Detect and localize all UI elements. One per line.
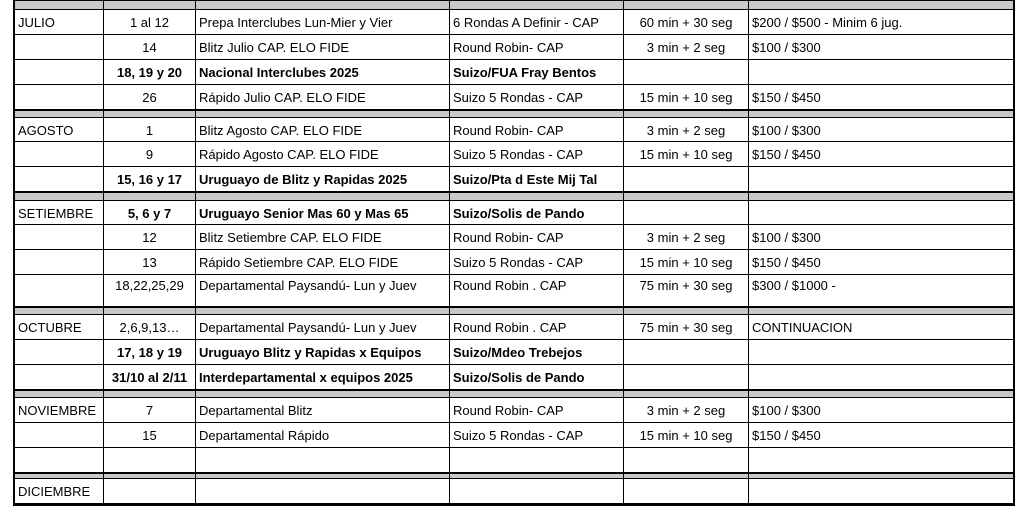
separator-cell [195, 308, 449, 314]
event-cell: Departamental Paysandú- Lun y Juev [195, 275, 449, 307]
date-cell: 18, 19 y 20 [103, 60, 195, 85]
separator-cell [449, 111, 623, 117]
time-control-cell [623, 60, 748, 85]
month-cell [13, 225, 103, 250]
prize-cell: $300 / $1000 - [748, 275, 1015, 307]
event-cell: Rápido Setiembre CAP. ELO FIDE [195, 250, 449, 275]
time-control-cell: 3 min + 2 seg [623, 225, 748, 250]
table-row [13, 118, 1015, 142]
date-cell: 17, 18 y 19 [103, 340, 195, 365]
table-row [13, 479, 1015, 504]
separator-cell [748, 193, 1015, 200]
month-cell [13, 250, 103, 275]
table-row [13, 60, 1015, 85]
format-cell [449, 448, 623, 473]
table-row [13, 398, 1015, 423]
separator-cell [103, 308, 195, 314]
table-row [13, 142, 1015, 167]
event-cell [195, 448, 449, 473]
separator-cell [195, 391, 449, 397]
time-control-cell: 3 min + 2 seg [623, 118, 748, 142]
separator-cell [623, 474, 748, 478]
table-row [13, 167, 1015, 192]
prize-cell [748, 365, 1015, 390]
table-row [13, 340, 1015, 365]
format-cell: Round Robin- CAP [449, 118, 623, 142]
date-cell: 7 [103, 398, 195, 423]
month-cell: AGOSTO [13, 118, 103, 142]
separator-cell [13, 474, 103, 478]
table-row [13, 448, 1015, 473]
date-cell: 12 [103, 225, 195, 250]
prize-cell: $100 / $300 [748, 398, 1015, 423]
event-cell: Departamental Blitz [195, 398, 449, 423]
separator-cell [748, 111, 1015, 117]
format-cell: Round Robin- CAP [449, 35, 623, 60]
time-control-cell: 75 min + 30 seg [623, 275, 748, 307]
event-cell: Uruguayo Blitz y Rapidas x Equipos [195, 340, 449, 365]
separator-cell [449, 391, 623, 397]
time-control-cell [623, 167, 748, 192]
event-cell: Uruguayo de Blitz y Rapidas 2025 [195, 167, 449, 192]
table-row [13, 423, 1015, 448]
date-cell: 2,6,9,13… [103, 315, 195, 340]
separator-cell [623, 193, 748, 200]
separator-cell [103, 111, 195, 117]
separator-cell [195, 474, 449, 478]
date-cell: 1 al 12 [103, 10, 195, 35]
format-cell: Suizo/Pta d Este Mij Tal [449, 167, 623, 192]
month-cell [13, 365, 103, 390]
format-cell: Suizo 5 Rondas - CAP [449, 250, 623, 275]
date-cell: 18,22,25,29 [103, 275, 195, 307]
separator-cell [748, 391, 1015, 397]
format-cell: Round Robin- CAP [449, 398, 623, 423]
time-control-cell: 15 min + 10 seg [623, 142, 748, 167]
time-control-cell: 3 min + 2 seg [623, 35, 748, 60]
table-row [13, 250, 1015, 275]
month-cell: SETIEMBRE [13, 201, 103, 225]
event-cell: Nacional Interclubes 2025 [195, 60, 449, 85]
date-cell: 1 [103, 118, 195, 142]
event-cell: Departamental Rápido [195, 423, 449, 448]
separator-cell [13, 391, 103, 397]
table-row [13, 10, 1015, 35]
date-cell: 5, 6 y 7 [103, 201, 195, 225]
prize-cell [748, 448, 1015, 473]
month-cell: NOVIEMBRE [13, 398, 103, 423]
time-control-cell: 60 min + 30 seg [623, 10, 748, 35]
month-cell [13, 142, 103, 167]
event-cell: Rápido Julio CAP. ELO FIDE [195, 85, 449, 110]
date-cell: 31/10 al 2/11 [103, 365, 195, 390]
separator-cell [13, 111, 103, 117]
table-row [13, 275, 1015, 307]
separator-cell [13, 308, 103, 314]
section-separator [13, 110, 1015, 118]
time-control-cell [623, 448, 748, 473]
prize-cell: $200 / $500 - Minim 6 jug. [748, 10, 1015, 35]
date-cell: 14 [103, 35, 195, 60]
separator-cell [195, 111, 449, 117]
date-cell: 15, 16 y 17 [103, 167, 195, 192]
separator-cell [195, 1, 449, 9]
time-control-cell [623, 365, 748, 390]
format-cell: Suizo/Solis de Pando [449, 365, 623, 390]
month-cell [13, 60, 103, 85]
table-row [13, 35, 1015, 60]
format-cell: Suizo 5 Rondas - CAP [449, 423, 623, 448]
format-cell: Round Robin . CAP [449, 315, 623, 340]
separator-cell [623, 308, 748, 314]
section-separator [13, 192, 1015, 201]
event-cell: Departamental Paysandú- Lun y Juev [195, 315, 449, 340]
time-control-cell: 75 min + 30 seg [623, 315, 748, 340]
separator-cell [748, 308, 1015, 314]
separator-cell [13, 193, 103, 200]
separator-cell [748, 1, 1015, 9]
month-cell [13, 340, 103, 365]
table-bottom-border [13, 504, 1015, 506]
table-row [13, 85, 1015, 110]
format-cell: Suizo 5 Rondas - CAP [449, 142, 623, 167]
format-cell: Suizo/FUA Fray Bentos [449, 60, 623, 85]
date-cell: 26 [103, 85, 195, 110]
table-row [13, 201, 1015, 225]
month-cell [13, 85, 103, 110]
prize-cell [748, 60, 1015, 85]
prize-cell: $150 / $450 [748, 142, 1015, 167]
date-cell: 9 [103, 142, 195, 167]
prize-cell: $150 / $450 [748, 250, 1015, 275]
format-cell: Suizo 5 Rondas - CAP [449, 85, 623, 110]
format-cell: Round Robin- CAP [449, 225, 623, 250]
date-cell: 13 [103, 250, 195, 275]
date-cell [103, 479, 195, 504]
event-cell: Rápido Agosto CAP. ELO FIDE [195, 142, 449, 167]
time-control-cell [623, 340, 748, 365]
month-cell [13, 448, 103, 473]
event-cell: Uruguayo Senior Mas 60 y Mas 65 [195, 201, 449, 225]
prize-cell [748, 479, 1015, 504]
event-cell: Blitz Agosto CAP. ELO FIDE [195, 118, 449, 142]
separator-cell [13, 1, 103, 9]
time-control-cell: 3 min + 2 seg [623, 398, 748, 423]
month-cell [13, 423, 103, 448]
separator-cell [103, 474, 195, 478]
date-cell [103, 448, 195, 473]
prize-cell [748, 201, 1015, 225]
event-cell [195, 479, 449, 504]
prize-cell: $100 / $300 [748, 118, 1015, 142]
table-row [13, 225, 1015, 250]
prize-cell: $150 / $450 [748, 85, 1015, 110]
separator-cell [449, 474, 623, 478]
prize-cell [748, 167, 1015, 192]
separator-cell [449, 308, 623, 314]
prize-cell [748, 340, 1015, 365]
month-cell: DICIEMBRE [13, 479, 103, 504]
month-cell: JULIO [13, 10, 103, 35]
section-separator [13, 390, 1015, 398]
date-cell: 15 [103, 423, 195, 448]
time-control-cell [623, 201, 748, 225]
time-control-cell: 15 min + 10 seg [623, 423, 748, 448]
separator-cell [623, 1, 748, 9]
month-cell [13, 35, 103, 60]
prize-cell: $100 / $300 [748, 35, 1015, 60]
section-separator [13, 0, 1015, 10]
month-cell [13, 167, 103, 192]
separator-cell [449, 1, 623, 9]
time-control-cell: 15 min + 10 seg [623, 250, 748, 275]
separator-cell [103, 1, 195, 9]
format-cell: Suizo/Solis de Pando [449, 201, 623, 225]
separator-cell [748, 474, 1015, 478]
month-cell: OCTUBRE [13, 315, 103, 340]
section-separator [13, 307, 1015, 315]
separator-cell [623, 391, 748, 397]
time-control-cell [623, 479, 748, 504]
time-control-cell: 15 min + 10 seg [623, 85, 748, 110]
table-row [13, 315, 1015, 340]
format-cell [449, 479, 623, 504]
separator-cell [449, 193, 623, 200]
format-cell: 6 Rondas A Definir - CAP [449, 10, 623, 35]
separator-cell [103, 391, 195, 397]
separator-cell [103, 193, 195, 200]
format-cell: Suizo/Mdeo Trebejos [449, 340, 623, 365]
separator-cell [623, 111, 748, 117]
event-cell: Prepa Interclubes Lun-Mier y Vier [195, 10, 449, 35]
separator-cell [195, 193, 449, 200]
table-row [13, 365, 1015, 390]
event-cell: Interdepartamental x equipos 2025 [195, 365, 449, 390]
month-cell [13, 275, 103, 307]
prize-cell: $100 / $300 [748, 225, 1015, 250]
event-cell: Blitz Setiembre CAP. ELO FIDE [195, 225, 449, 250]
event-cell: Blitz Julio CAP. ELO FIDE [195, 35, 449, 60]
prize-cell: $150 / $450 [748, 423, 1015, 448]
prize-cell: CONTINUACION [748, 315, 1015, 340]
format-cell: Round Robin . CAP [449, 275, 623, 307]
